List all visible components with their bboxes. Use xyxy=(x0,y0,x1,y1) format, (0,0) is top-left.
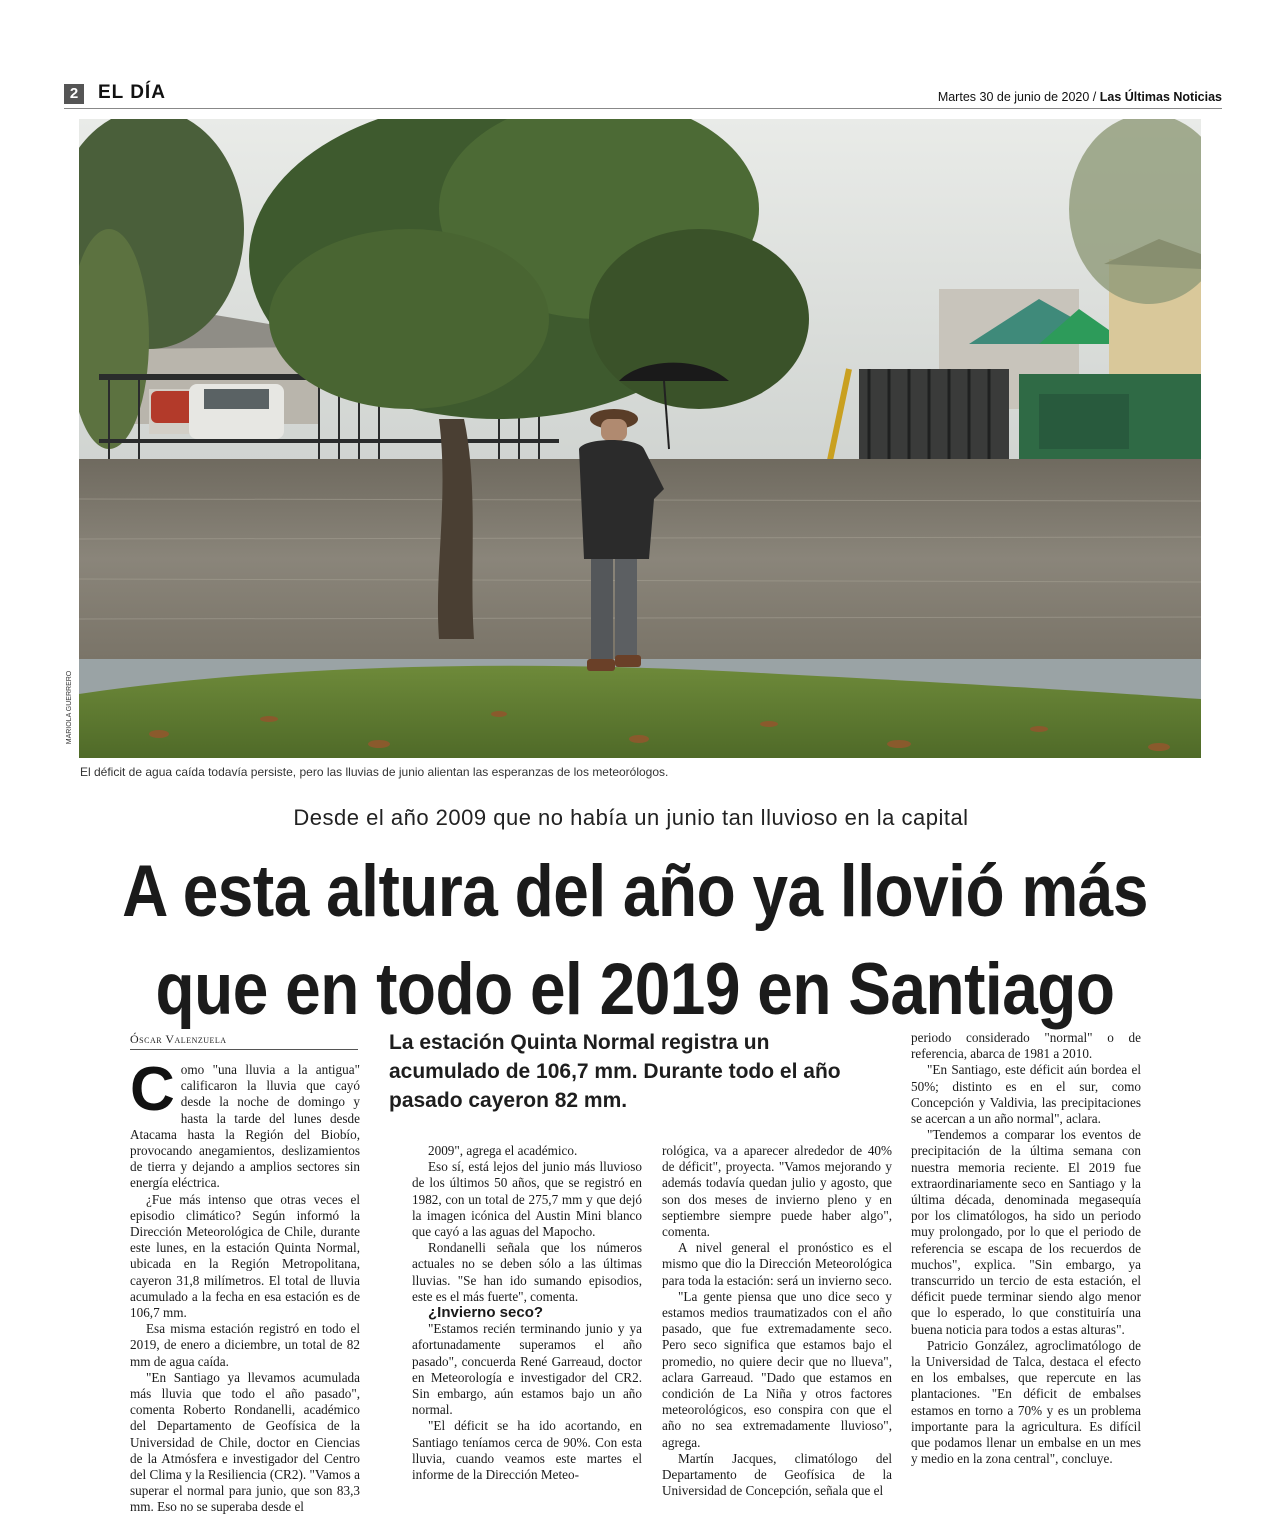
dropcap: C xyxy=(130,1055,175,1124)
photo-caption: El déficit de agua caída todavía persiste, pero las lluvias de junio alientan las esperanzas de los meteorólogos. xyxy=(80,765,669,779)
paragraph: "El déficit se ha ido acortando, en Santiago teníamos cerca de 90%. Con esta lluvia, cuando veamos este martes el informe de la Dirección Meteo- xyxy=(412,1418,642,1483)
paragraph: "En Santiago, este déficit aún bordea el 50%; distinto es en el sur, como Concepción y Valdivia, las precipitaciones se acercan a un año normal", aclara. xyxy=(911,1062,1141,1127)
kicker: Desde el año 2009 que no había un junio tan lluvioso en la capital xyxy=(293,805,969,830)
paragraph: Martín Jacques, climatólogo del Departamento de Geofísica de la Universidad de Concepción, señala que el xyxy=(662,1450,892,1499)
flood-photo xyxy=(79,119,1201,758)
paragraph: omo "una lluvia a la antigua" calificaron la lluvia que cayó desde la noche de domingo y hasta la tarde del lunes desde Atacama hasta la Región del Biobío, provocando anegamientos, deslizamientos de tierra y dejando a amplios sectores sin energía eléctrica. xyxy=(130,1062,360,1191)
subheading: ¿Invierno seco? xyxy=(428,1304,544,1322)
article-column-3 xyxy=(662,1143,892,1499)
paragraph: Patricio González, agroclimatólogo de la Universidad de Talca, destaca el efecto en los embalses, que repercute en las plantaciones. "En déficit de embalses estamos en torno a 70% y es un problema importante para la agricultura. Es difícil que podamos llenar un embalse en un mes y medio en la zona central", concluye. xyxy=(911,1337,1141,1467)
paragraph: Esa misma estación registró en todo el 2019, de enero a diciembre, un total de 82 mm de agua caída. xyxy=(130,1321,360,1369)
photo-credit: MARIOLA GUERRERO xyxy=(66,670,73,745)
paragraph: rológica, va a aparecer alrededor de 40% de déficit", proyecta. "Vamos mejorando y además todavía quedan julio y agosto, que son dos meses de invierno pleno y en septiembre siempre puede haber algo", comenta. xyxy=(662,1143,892,1240)
paragraph: "Estamos recién terminando junio y ya afortunadamente superamos el año pasado", concuerda René Garreaud, doctor en Meteorología e investigador del CR2. Sin embargo, aún estamos bajo un año normal. xyxy=(412,1321,642,1418)
page-header xyxy=(64,82,1222,109)
paragraph: periodo considerado "normal" o de referencia, abarca de 1981 a 2010. xyxy=(911,1030,1141,1062)
paragraph: Eso sí, está lejos del junio más lluvioso de los últimos 50 años, que se registró en 1982, con un total de 275,7 mm y que dejó la imagen icónica del Austin Mini blanco que cayó a las aguas del Mapocho. xyxy=(412,1159,642,1240)
headline-line-2: que en todo el 2019 en Santiago xyxy=(155,948,1115,1031)
paragraph: "Tendemos a comparar los eventos de precipitación de la última semana con nuestra memoria reciente. El 2019 fue extraordinariamente seco en Santiago y la última década, denominada megasequía por los climatólogos, ha sido un periodo muy prolongado, por lo que el periodo de referencia se escapa de los recuerdos de muchos", explica. "Sin embargo, ya transcurrido un tercio de esta estación, el déficit puede terminar siendo algo menor que lo esperado, lo que constituiría una buena noticia para todos a estas alturas". xyxy=(911,1127,1141,1337)
paragraph: ¿Fue más intenso que otras veces el episodio climático? Según informó la Dirección Meteorológica de Chile, durante este lunes, en la estación Quinta Normal, ubicada en la Región Metropolitana, cayeron 31,8 milímetros. El total de lluvia acumulado a la fecha en esa estación es de 106,7 mm. xyxy=(130,1191,360,1321)
headline-line-1: A esta altura del año ya llovió más xyxy=(122,849,1148,933)
dateline xyxy=(938,90,1222,104)
paragraph: 2009", agrega el académico. xyxy=(428,1143,578,1158)
article-column-1 xyxy=(130,1055,360,1516)
paragraph: A nivel general el pronóstico es el mismo que dio la Dirección Meteorológica para toda la estación: será un invierno seco. xyxy=(662,1240,892,1288)
article-column-4 xyxy=(911,1030,1141,1467)
issue-date: Martes 30 de junio de 2020 / xyxy=(937,90,1100,104)
newspaper-name: Las Últimas Noticias xyxy=(1099,90,1222,104)
byline: Óscar Valenzuela xyxy=(130,1032,358,1050)
paragraph: Rondanelli señala que los números actuales no se deben sólo a las últimas lluvias. "Se han ido sumando episodios, este es el más fuerte", comenta. xyxy=(412,1240,642,1304)
page-number: 2 xyxy=(64,84,84,104)
article-column-2 xyxy=(412,1143,642,1483)
headline xyxy=(40,842,1230,1038)
paragraph: "En Santiago ya llevamos acumulada más lluvia que todo el año pasado", comenta Roberto Rondanelli, académico del Departamento de Geofísica de la Universidad de Chile, doctor en Ciencias de la Atmósfera e investigador del Centro del Clima y la Resiliencia (CR2). "Vamos a superar el normal para junio, que son 83,3 mm. Eso no se superaba desde el xyxy=(130,1369,360,1515)
paragraph: "La gente piensa que uno dice seco y estamos medios traumatizados con el año pasado, que fue extremadamente seco. Pero seco significa que estamos bajo el promedio, no quiere decir que no llueva", aclara Garreaud. "Dado que estamos en condición de La Niña y otros factores meteorológicos, eso conspira con que el año no sea extremadamente lluvioso", agrega. xyxy=(662,1288,892,1450)
section-title: EL DÍA xyxy=(98,82,166,103)
deck: La estación Quinta Normal registra un acumulado de 106,7 mm. Durante todo el año pasado cayeron 82 mm. xyxy=(389,1031,841,1112)
